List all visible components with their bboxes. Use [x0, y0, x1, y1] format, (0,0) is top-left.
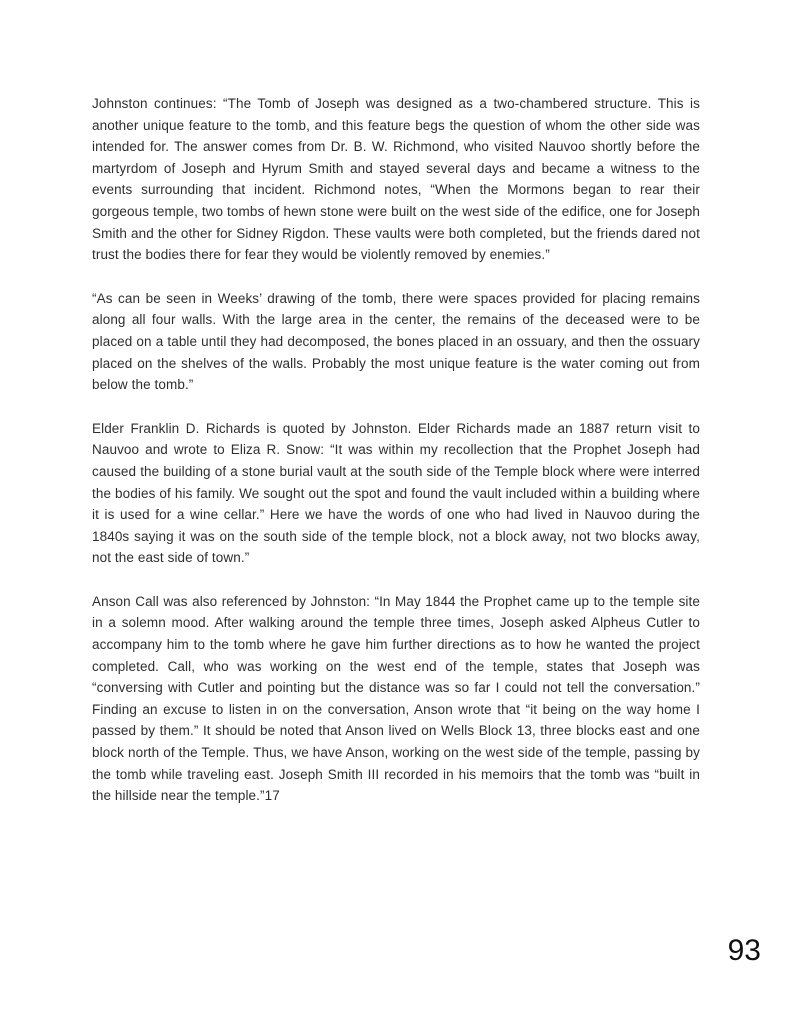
- paragraph-franklin-richards: Elder Franklin D. Richards is quoted by Johnston. Elder Richards made an 1887 return visit to Nauvoo and wrote to Eliza R. Snow: “It was within my recollection that the Prophet Joseph had caused the building of a stone burial vault at the south side of the Temple block where were interred the bodies of his family. We sought out the spot and found the vault included within a building where it is used for a wine cellar.” Here we have the words of one who had lived in Nauvoo during the 1840s saying it was on the south side of the temple block, not a block away, not two blocks away, not the east side of town.”: [92, 420, 700, 566]
- paragraph-anson-call: Anson Call was also referenced by Johnston: “In May 1844 the Prophet came up to the temple site in a solemn mood. After walking around the temple three times, Joseph asked Alpheus Cutler to accompany him to the tomb where he gave him further directions as to how he wanted the project completed. Call, who was working on the west end of the temple, states that Joseph was “conversing with Cutler and pointing but the distance was so far I could not tell the conversation.” Finding an excuse to listen in on the conversation, Anson wrote that “it being on the way home I passed by them.” It should be noted that Anson lived on Wells Block 13, three blocks east and one block north of the Temple. Thus, we have Anson, working on the west side of the temple, passing by the tomb while traveling east. Joseph Smith III recorded in his memoirs that the tomb was “built in the hillside near the temple.”17: [92, 593, 700, 804]
- paragraph-johnston-tomb-design: Johnston continues: “The Tomb of Joseph was designed as a two-chambered structure. This is another unique feature to the tomb, and this feature begs the question of whom the other side was intended for. The answer comes from Dr. B. W. Richmond, who visited Nauvoo shortly before the martyrdom of Joseph and Hyrum Smith and stayed several days and became a witness to the events surrounding that incident. Richmond notes, “When the Mormons began to rear their gorgeous temple, two tombs of hewn stone were built on the west side of the edifice, one for Joseph Smith and the other for Sidney Rigdon. These vaults were both completed, but the friends dared not trust the bodies there for fear they would be violently removed by enemies.”: [92, 96, 700, 263]
- paragraph-weeks-drawing: “As can be seen in Weeks’ drawing of the tomb, there were spaces provided for placing remains along all four walls. With the large area in the center, the remains of the deceased were to be placed on a table until they had decomposed, the bones placed in an ossuary, and then the ossuary placed on the shelves of the walls. Probably the most unique feature is the water coming out from below the tomb.”: [92, 290, 700, 393]
- page-number: 93: [727, 934, 761, 967]
- page-body-text: [92, 93, 700, 807]
